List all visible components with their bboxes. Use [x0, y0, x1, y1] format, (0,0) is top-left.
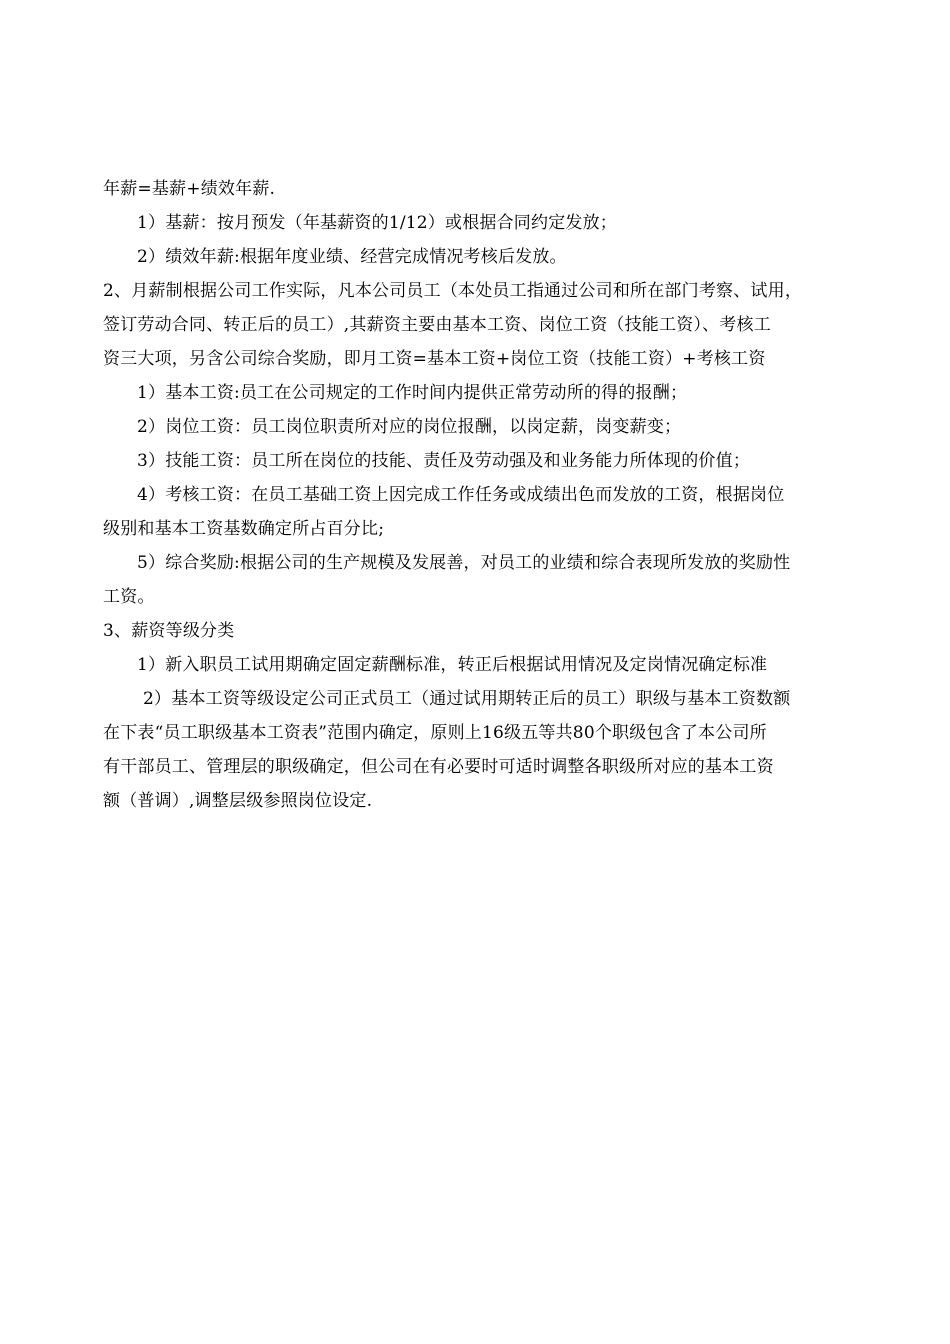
performance-salary-item: 2）绩效年薪:根据年度业绩、经营完成情况考核后发放。: [137, 247, 567, 267]
basic-wage-grade-item-line-2: 在下表“员工职级基本工资表”范围内确定，原则上16级五等共80个职级包含了本公司所: [103, 723, 767, 743]
monthly-salary-paragraph-line-1: 2、月薪制根据公司工作实际，凡本公司员工（本处员工指通过公司和所在部门考察、试用，: [103, 281, 803, 301]
basic-wage-grade-item-line-4: 额（普调）,调整层级参照岗位设定.: [103, 791, 373, 811]
basic-wage-grade-item-line-1: 2）基本工资等级设定公司正式员工（通过试用期转正后的员工）职级与基本工资数额: [143, 689, 791, 709]
document-body: [103, 172, 883, 818]
monthly-salary-paragraph-line-3: 资三大项，另含公司综合奖励，即月工资=基本工资+岗位工资（技能工资）+考核工资: [103, 349, 766, 369]
annual-salary-formula: 年薪=基薪+绩效年薪.: [103, 179, 276, 199]
comprehensive-reward-item-line-1: 5）综合奖励:根据公司的生产规模及发展善，对员工的业绩和综合表现所发放的奖励性: [137, 553, 791, 573]
position-wage-item: 2）岗位工资：员工岗位职责所对应的岗位报酬，以岗定薪，岗变薪变；: [137, 417, 682, 437]
base-salary-item: 1）基薪：按月预发（年基薪资的1/12）或根据合同约定发放；: [137, 213, 617, 233]
skill-wage-item: 3）技能工资：员工所在岗位的技能、责任及劳动强及和业务能力所体现的价值；: [137, 451, 751, 471]
probation-salary-item: 1）新入职员工试用期确定固定薪酬标准，转正后根据试用情况及定岗情况确定标准: [137, 655, 768, 675]
assessment-wage-item-line-2: 级别和基本工资基数确定所占百分比;: [103, 519, 385, 539]
basic-wage-grade-item-line-3: 有干部员工、管理层的职级确定，但公司在有必要时可适时调整各职级所对应的基本工资: [103, 757, 774, 777]
salary-grade-heading: 3、薪资等级分类: [103, 621, 235, 641]
basic-wage-item: 1）基本工资:员工在公司规定的工作时间内提供正常劳动所的得的报酬；: [137, 383, 688, 403]
comprehensive-reward-item-line-2: 工资。: [103, 587, 155, 607]
monthly-salary-paragraph-line-2: 签订劳动合同、转正后的员工）,其薪资主要由基本工资、岗位工资（技能工资）、考核工: [103, 315, 771, 335]
assessment-wage-item-line-1: 4）考核工资：在员工基础工资上因完成工作任务或成绩出色而发放的工资，根据岗位: [137, 485, 785, 505]
